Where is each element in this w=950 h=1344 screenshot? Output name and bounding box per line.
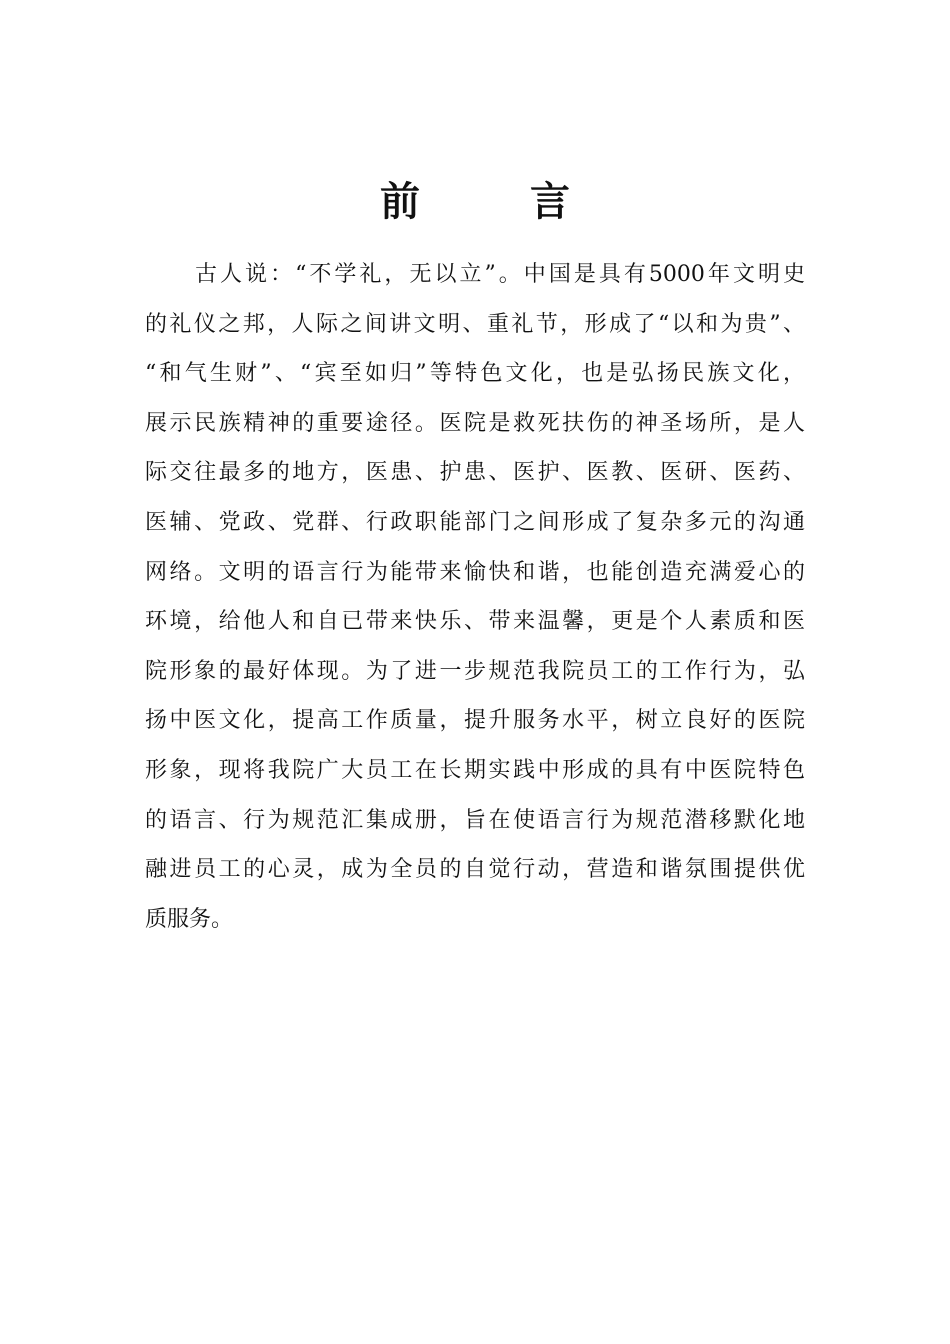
text-line: “和气生财”、“宾至如归”等特色文化，也是弘扬民族文化， <box>145 361 805 387</box>
text-line: 质服务。 <box>145 906 234 932</box>
text-line: 的礼仪之邦，人际之间讲文明、重礼节，形成了“以和为贵”、 <box>145 311 805 337</box>
text-line: 际交往最多的地方，医患、护患、医护、医教、医研、医药、 <box>145 460 805 486</box>
text-line: 展示民族精神的重要途径。医院是救死扶伤的神圣场所，是人 <box>145 410 805 436</box>
text-line: 环境，给他人和自已带来快乐、带来温馨，更是个人素质和医 <box>145 609 805 635</box>
preface-paragraph <box>145 250 805 944</box>
text-line: 形象，现将我院广大员工在长期实践中形成的具有中医院特色 <box>145 757 805 783</box>
text-line: 扬中医文化，提高工作质量，提升服务水平，树立良好的医院 <box>145 708 805 734</box>
text-line: 医辅、党政、党群、行政职能部门之间形成了复杂多元的沟通 <box>145 509 805 535</box>
text-line: 院形象的最好体现。为了进一步规范我院员工的工作行为，弘 <box>145 658 805 684</box>
text-line: 网络。文明的语言行为能带来愉快和谐，也能创造充满爱心的 <box>145 559 805 585</box>
text-line: 融进员工的心灵，成为全员的自觉行动，营造和谐氛围提供优 <box>145 857 805 883</box>
page-title: 前 言 <box>380 179 618 225</box>
text-line: 古人说：“不学礼，无以立”。中国是具有5000年文明史 <box>195 262 805 287</box>
text-line: 的语言、行为规范汇集成册，旨在使语言行为规范潜移默化地 <box>145 807 805 833</box>
